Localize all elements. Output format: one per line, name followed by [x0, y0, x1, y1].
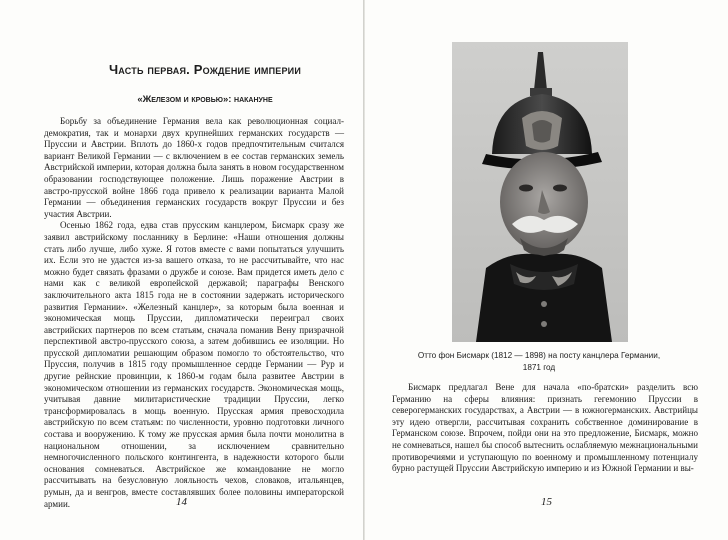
paragraph: Борьбу за объединение Германия вела как революционная социал-демократия, так и монархи двух крупнейших германских государств — Пруссии и Австрии. Вплоть до 1860-х годов предпочтительным считался вариант Великой Германии — с включением в ее состав германских земель Австрийской империи, которая должна была занять в новом государственном образовании господствующее положение. Лишь поражение Австрии в австро-прусской войне 1866 года привело к реализации варианта Малой Германии — объединения германских государств вокруг Пруссии и без участия Австрии.: [44, 116, 344, 219]
paragraph: Бисмарк предлагал Вене для начала «по-братски» разделить всю Германию на сферы влияния: признать гегемонию Пруссии в северогерманских государствах, а Австрии — в южногерманских. Австрийцы эту идею отвергли, рассчитывая сохранить собственное доминирование в Германском союзе. Впрочем, пойди они на это предложение, Бисмарк, можно не сомневаться, нашел бы способ вытеснить ослабляемую межнациональными противоречиями и уступающую по военному и промышленному потенциалу бурно растущей Пруссии Австрийскую империю и из Южной Германии и вы-: [392, 382, 698, 474]
right-body-text: [392, 382, 698, 475]
page-number-right: 15: [541, 496, 552, 508]
portrait-photo: [452, 42, 628, 342]
section-title: «Железом и кровью»: накануне: [137, 94, 273, 105]
photo-caption: Отто фон Бисмарк (1812 — 1898) на посту канцлера Германии, 1871 год: [417, 351, 661, 372]
left-body-text: [44, 116, 344, 510]
page-number-left: 14: [176, 496, 187, 508]
part-title: Часть первая. Рождение империи: [108, 62, 302, 77]
left-page: [0, 0, 363, 540]
paragraph: Осенью 1862 года, едва став прусским канцлером, Бисмарк сразу же заявил австрийскому посланнику в Берлине: «Наши отношения должны стать либо лучше, либо хуже. Я готов вместе с вами попытаться улучшить их. Если это не удастся из-за вашего отказа, то не рассчитывайте, что нас можно будет связать фразами о дружбе и союзе. Вам придется иметь дело с нами как с великой европейской державой; параграфы Венского заключительного акта 1815 года не в состоянии задержать исторического развития Германии». «Железный канцлер», за которым была военная и экономическая мощь Пруссии, дипломатически переиграл своих австрийских партнеров по всем статьям, сначала поманив Вену призрачной перспективой австро-прусского союза, а затем добившись ее изоляции. Но прусской дипломатии решающим образом помогло то обстоятельство, что Пруссия, получив в 1815 году промышленное сердце Германии — Рур и другие рейнские провинции, к 1860-м годам была развитее Австрии в экономическом отношении из германских государств. Экономическая мощь, учитывая давние милитаристические традиции Пруссии, легко трансформировалась в мощь военную. Прусская армия превосходила австрийскую по всем статьям: по численности, уровню подготовки личного состава и вооружению. К тому же прусская армия была почти монолитна в национальном отношении, за исключением сравнительно немногочисленного польского контингента, в надежности которого были основания сомневаться. Австрийское же командование не могло рассчитывать на безусловную лояльность чехов, словаков, итальянцев, румын, да и венгров, вместе составлявших более половины императорской армии.: [44, 220, 344, 509]
portrait-illustration: [452, 42, 628, 342]
